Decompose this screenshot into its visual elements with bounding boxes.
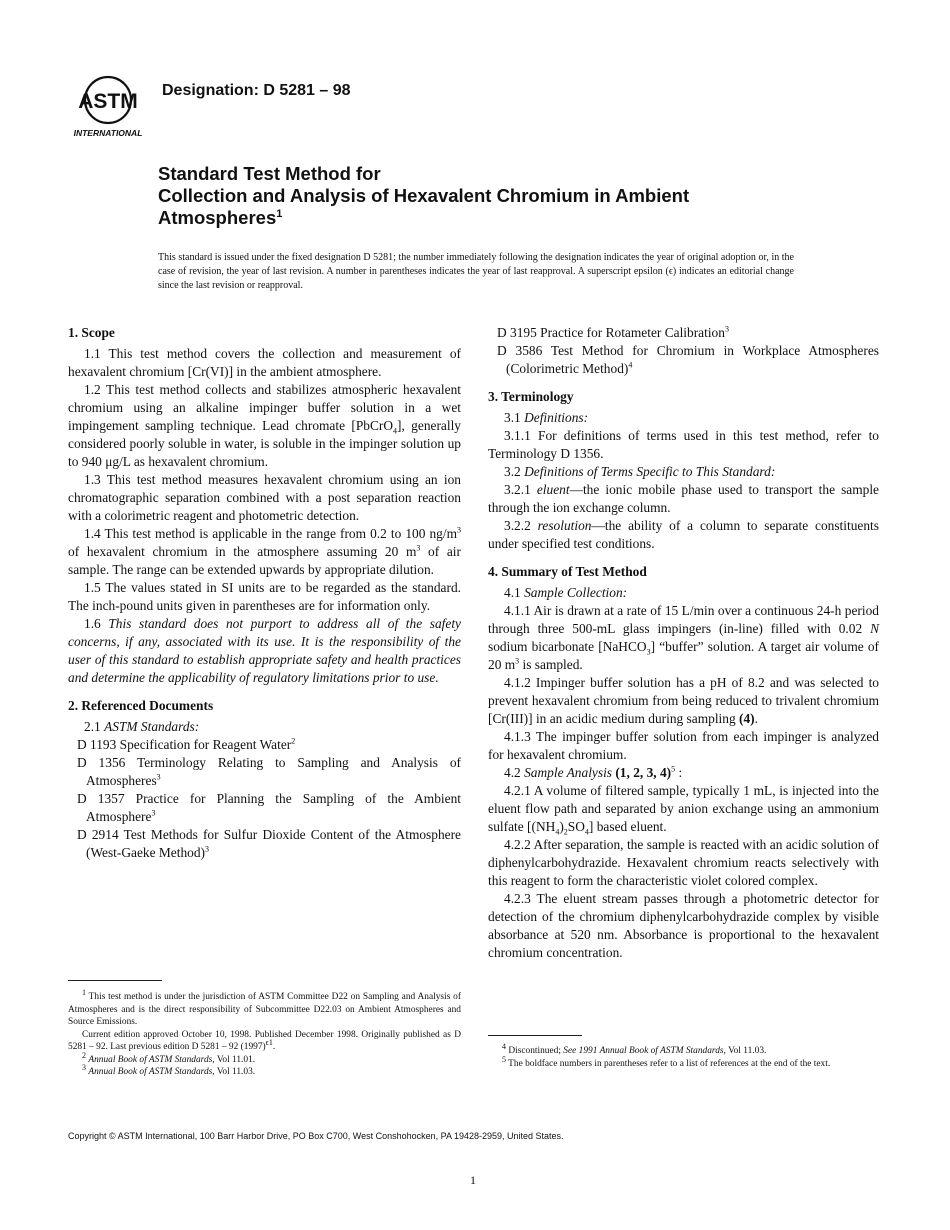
logo-international-text: INTERNATIONAL [73, 128, 143, 138]
paragraph-4-2: 4.2 Sample Analysis (1, 2, 3, 4)$^5$ : [504, 764, 683, 780]
paragraph-1-3: 1.3 This test method measures hexavalent chromium using an ion chromatographic separation combined with a post separation reaction with a colorimetric reagent and photometric detection. [68, 472, 461, 523]
footnote-1: $^1$ This test method is under the jurisdiction of ASTM Committee D22 on Sampling and Analysis of Atmospheres and is the direct responsibility of Subcommittee D22.03 on Ambient Atmospheres and Source Emissions. [68, 987, 461, 1027]
paragraph-1-4: 1.4 This test method is applicable in the range from 0.2 to 100 $ng/m^3$ of hexavalent chromium in the atmosphere assuming 20 $m^3$ of air sample. The range can be extended upwards by appropriate dilution. [68, 525, 461, 577]
section-heading-scope: 1. Scope [68, 325, 115, 340]
right-footnotes [488, 1035, 879, 1070]
page-number: 1 [470, 1173, 476, 1187]
left-footnotes [68, 980, 461, 1079]
title-line-1: Standard Test Method for [158, 163, 381, 184]
logo-mark-text: ASTM [78, 90, 138, 113]
footnote-2: $^2$ Annual Book of ASTM Standards, Vol 11.01. [82, 1050, 256, 1065]
paragraph-4-1-3: 4.1.3 The impinger buffer solution from each impinger is analyzed for hexavalent chromium. [488, 729, 879, 762]
reference-item: D 3586 Test Method for Chromium in Workplace Atmospheres (Colorimetric Method)$^4$ [497, 343, 879, 376]
section-heading-referenced-documents: 2. Referenced Documents [68, 698, 214, 713]
paragraph-1-5: 1.5 The values stated in SI units are to be regarded as the standard. The inch-pound units given in parentheses are for information only. [68, 580, 461, 613]
paragraph-4-2-1: 4.2.1 A volume of filtered sample, typically 1 mL, is injected into the eluent flow path and separated by anion exchange using an ammonium sulfate $[(NH_4)_2SO_4]$ based eluent. [488, 783, 879, 837]
footnote-rule [68, 980, 162, 981]
issuance-notice: This standard is issued under the fixed designation D 5281; the number immediately following the designation indicates the year of original adoption or, in the case of revision, the year of last revision. A number in parentheses indicates the year of last reapproval. A superscript epsilon (ϵ) indicates an editorial change since the last revision or reapproval. [158, 252, 794, 291]
reference-item: D 1193 Specification for Reagent Water$^2$ [77, 736, 296, 752]
section-heading-terminology: 3. Terminology [488, 389, 574, 404]
footnote-3: $^3$ Annual Book of ASTM Standards, Vol 11.03. [82, 1062, 256, 1077]
reference-item: D 3195 Practice for Rotameter Calibration$^3$ [497, 324, 729, 340]
paragraph-3-1-1: 3.1.1 For definitions of terms used in this test method, refer to Terminology D 1356. [488, 428, 879, 461]
reference-item: D 2914 Test Methods for Sulfur Dioxide Content of the Atmosphere (West-Gaeke Method)$^3$ [77, 827, 461, 860]
designation: Designation: D 5281 – 98 [162, 82, 351, 99]
paragraph-4-2-2: 4.2.2 After separation, the sample is reacted with an acidic solution of diphenylcarbohydrazide. Hexavalent chromium reacts selectively with this reagent to form the characteristic violet colored complex. [488, 837, 879, 888]
document-title [158, 163, 858, 229]
paragraph-3-2-1: 3.2.1 eluent—the ionic mobile phase used to transport the sample through the ion exchange column. [488, 482, 879, 515]
paragraph-4-2-3: 4.2.3 The eluent stream passes through a photometric detector for detection of the chromium diphenylcarbohydrazide complex by visible absorbance at 520 nm. Absorbance is proportional to the hexavalent chromium concentration. [488, 891, 879, 960]
paragraph-1-1: 1.1 This test method covers the collection and measurement of hexavalent chromium [Cr(VI)] in the ambient atmosphere. [68, 346, 461, 379]
right-column [488, 324, 879, 962]
paragraph-3-2: 3.2 Definitions of Terms Specific to This Standard: [504, 464, 776, 479]
paragraph-4-1: 4.1 Sample Collection: [504, 585, 628, 600]
paragraph-1-6: 1.6 This standard does not purport to address all of the safety concerns, if any, associated with its use. It is the responsibility of the user of this standard to establish appropriate safety and health practices and determine the applicability of regulatory limitations prior to use. [68, 616, 461, 685]
left-column [68, 324, 461, 862]
footnote-5: $^5$ The boldface numbers in parentheses refer to a list of references at the end of the text. [502, 1054, 831, 1069]
paragraph-3-2-2: 3.2.2 resolution—the ability of a column to separate constituents under specified test conditions. [488, 518, 879, 551]
paragraph-4-1-2: 4.1.2 Impinger buffer solution has a pH of 8.2 and was selected to prevent hexavalent chromium from being reduced to trivalent chromium [Cr(III)] in an acidic medium during sampling (4). [488, 675, 879, 726]
title-line-2: Collection and Analysis of Hexavalent Chromium in Ambient [158, 185, 690, 206]
reference-item: D 1357 Practice for Planning the Sampling of the Ambient Atmosphere$^3$ [77, 791, 461, 824]
paragraph-4-1-1: 4.1.1 Air is drawn at a rate of 15 L/min over a continuous 24-h period through three 500-mL glass impingers (in-line) filled with 0.02 N sodium bicarbonate [NaHCO$_3$] “buffer” solution. A target air volume of 20 $m^3$ is sampled. [488, 603, 880, 672]
footnote-1-edition: Current edition approved October 10, 1998. Published December 1998. Originally published as D 5281 – 92. Last previous edition D 5281 – 92 $(1997)^{\epsilon 1}$. [68, 1029, 461, 1052]
reference-item: D 1356 Terminology Relating to Sampling and Analysis of Atmospheres$^3$ [77, 755, 461, 788]
astm-logo [68, 70, 150, 138]
section-heading-summary: 4. Summary of Test Method [488, 564, 647, 579]
footnote-rule [488, 1035, 582, 1036]
paragraph-3-1: 3.1 Definitions: [504, 410, 589, 425]
paragraph-2-1: 2.1 ASTM Standards: [84, 719, 200, 734]
title-line-3: Atmospheres$^1$ [158, 207, 283, 228]
paragraph-1-2: 1.2 This test method collects and stabilizes atmospheric hexavalent chromium using an alkaline impinger buffer solution in a wet impingement sampling technique. Lead chromate [PbCrO$_4$], generally considered poorly soluble in water, is soluble in the impinger solution up to 940 μg/L as hexavalent chromium. [68, 382, 461, 469]
copyright-notice: Copyright © ASTM International, 100 Barr Harbor Drive, PO Box C700, West Conshohocken, PA 19428-2959, United States. [68, 1131, 564, 1141]
footnote-4: $^4$ Discontinued; See 1991 Annual Book of ASTM Standards, Vol 11.03. [502, 1041, 767, 1056]
